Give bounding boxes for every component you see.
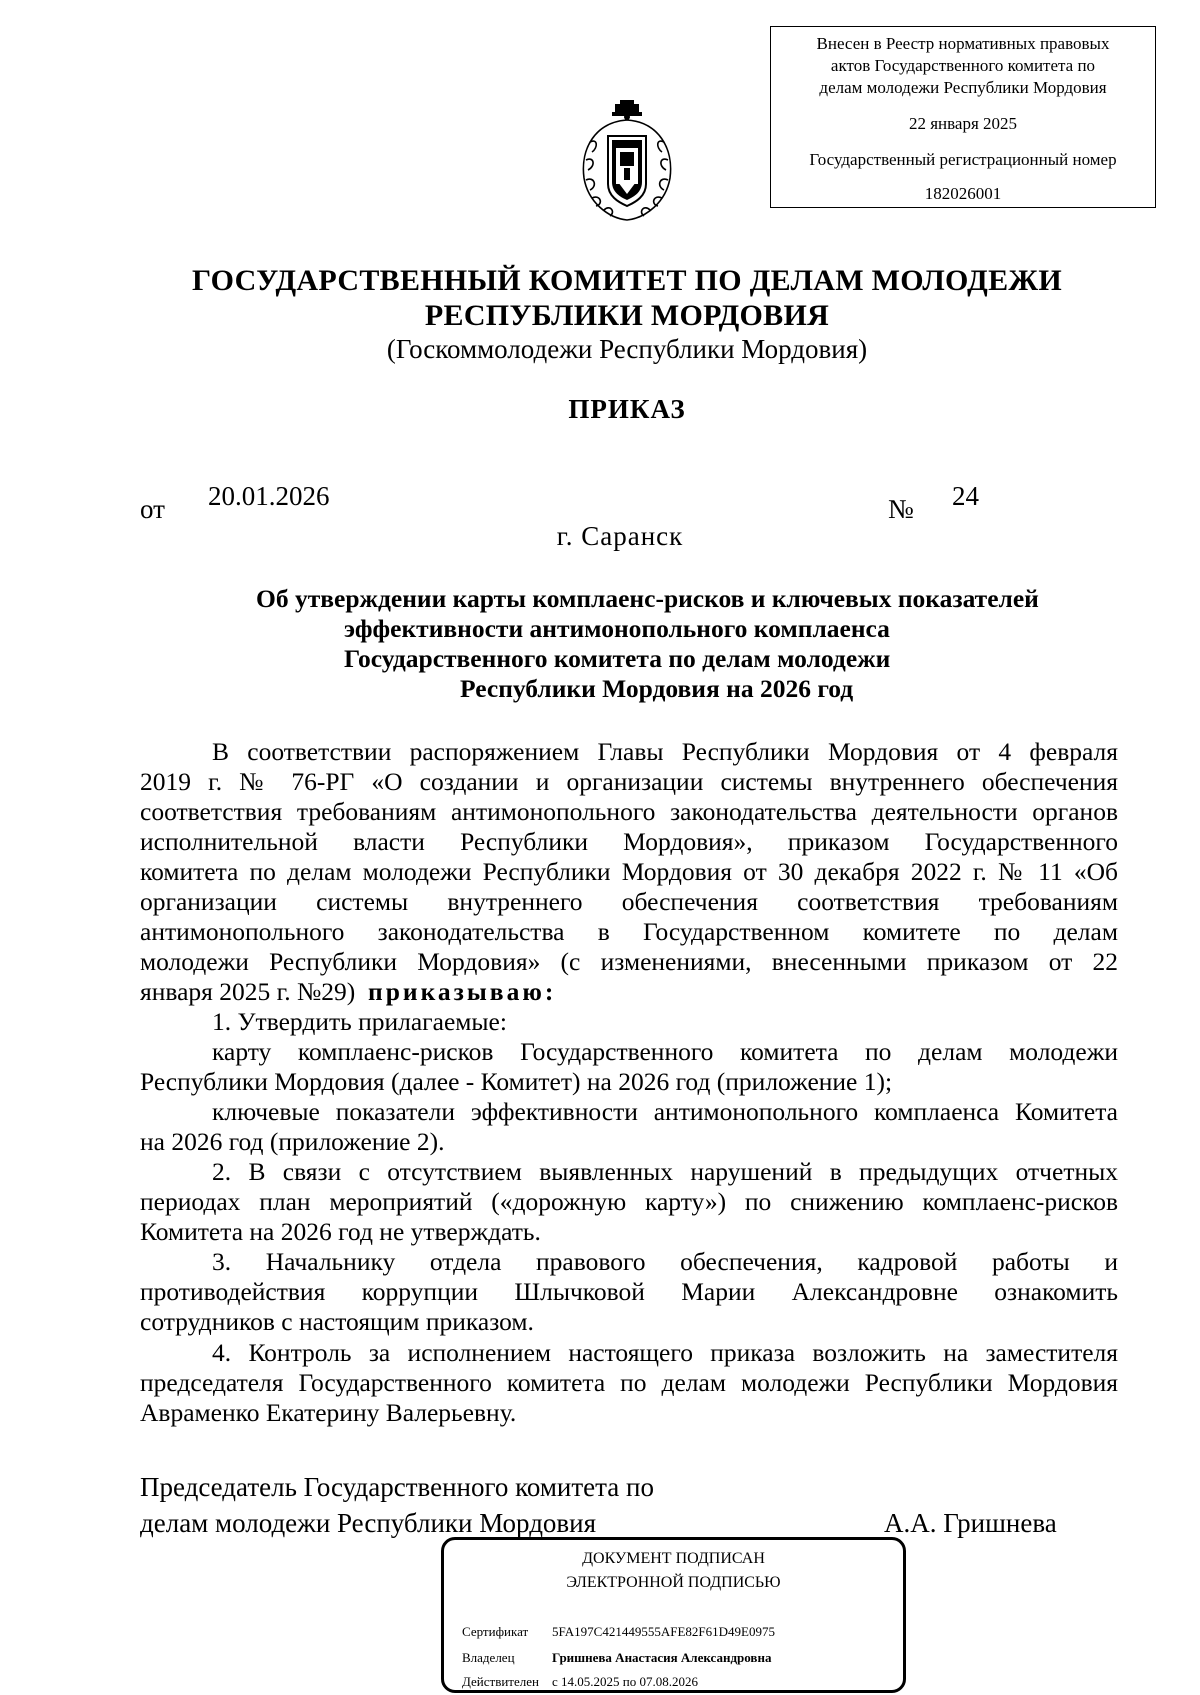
subject-line-1: Об утверждении карты комплаенс-рисков и ключевых показателей [256, 584, 1039, 613]
registry-date: 22 января 2025 [908, 114, 1018, 133]
body-line: периодах план мероприятий («дорожную карту») по снижению комплаенс-рисков [140, 1187, 1118, 1216]
organization-short-name: (Госкоммолодежи Республики Мордовия) [386, 334, 868, 364]
registry-stamp [770, 26, 1156, 208]
organization-name-line-1: ГОСУДАРСТВЕННЫЙ КОМИТЕТ ПО ДЕЛАМ МОЛОДЕЖИ [191, 264, 1063, 297]
stamp-title-2: ЭЛЕКТРОННОЙ ПОДПИСЬЮ [566, 1574, 781, 1591]
item-2: 2. В связи с отсутствием выявленных нарушений в предыдущих отчетных [212, 1157, 1118, 1186]
registry-number-label: Государственный регистрационный номер [809, 150, 1117, 169]
body-line: 2019 г. № 76-РГ «О создании и организации системы внутреннего обеспечения [140, 767, 1118, 796]
signer-position-line-2: делам молодежи Республики Мордовия [140, 1508, 597, 1538]
body-line: соответствия требованиям антимонопольного законодательства деятельности органов [140, 797, 1118, 826]
body-line: Авраменко Екатерину Валерьевну. [140, 1398, 517, 1427]
body-line: молодежи Республики Мордовия» (с изменениями, внесенными приказом от 22 [140, 947, 1118, 976]
owner-value: Гришнева Анастасия Александровна [552, 1650, 772, 1665]
body-line: карту комплаенс-рисков Государственного комитета по делам молодежи [212, 1037, 1118, 1066]
body-line: Комитета на 2026 год не утверждать. [140, 1217, 541, 1246]
electronic-signature-stamp [441, 1537, 906, 1693]
signer-name: А.А. Гришнева [884, 1508, 1057, 1538]
body-line: сотрудников с настоящим приказом. [140, 1307, 534, 1336]
body-line: комитета по делам молодежи Республики Мордовия от 30 декабря 2022 г. № 11 «Об [140, 857, 1118, 886]
registry-number: 182026001 [924, 184, 1002, 203]
body-line: председателя Государственного комитета по делам молодежи Республики Мордовия [140, 1368, 1118, 1397]
validity-value: с 14.05.2025 по 07.08.2026 [552, 1674, 698, 1689]
body-line: противодействия коррупции Шлычковой Марии Александровне ознакомить [140, 1277, 1118, 1306]
coat-of-arms-icon [568, 98, 686, 226]
signer-position-line-1: Председатель Государственного комитета по [140, 1472, 654, 1502]
body-line-text: января 2025 г. №29) [140, 977, 356, 1006]
item-1: 1. Утвердить прилагаемые: [212, 1007, 507, 1036]
body-line: антимонопольного законодательства в Государственном комитете по делам [140, 917, 1118, 946]
body-line [140, 977, 1118, 1007]
item-3: 3. Начальнику отдела правового обеспечения, кадровой работы и [212, 1247, 1118, 1276]
body-line: Республики Мордовия (далее - Комитет) на 2026 год (приложение 1); [140, 1067, 893, 1096]
document-type: ПРИКАЗ [568, 394, 686, 424]
number-label: № [888, 494, 914, 524]
certificate-label: Сертификат [462, 1624, 529, 1639]
body-line: организации системы внутреннего обеспечения соответствия требованиям [140, 887, 1118, 916]
document-city: г. Саранск [556, 521, 684, 551]
body-line: В соответствии распоряжением Главы Республики Мордовия от 4 февраля [212, 737, 1118, 766]
order-word: приказываю: [368, 977, 557, 1006]
body-line: на 2026 год (приложение 2). [140, 1127, 445, 1156]
owner-label: Владелец [462, 1650, 515, 1665]
organization-name-line-2: РЕСПУБЛИКИ МОРДОВИЯ [424, 299, 830, 332]
body-line: ключевые показатели эффективности антимонопольного комплаенса Комитета [212, 1097, 1118, 1126]
registry-line-2: актов Государственного комитета по [830, 56, 1096, 75]
body-line: исполнительной власти Республики Мордовия», приказом Государственного [140, 827, 1118, 856]
document-date: 20.01.2026 [208, 481, 330, 511]
subject-line-3: Государственного комитета по делам молодежи [344, 644, 891, 673]
registry-line-1: Внесен в Реестр нормативных правовых [816, 34, 1110, 53]
document-number: 24 [952, 481, 979, 511]
stamp-title-1: ДОКУМЕНТ ПОДПИСАН [582, 1550, 765, 1567]
subject-line-4: Республики Мордовия на 2026 год [460, 674, 854, 703]
item-4: 4. Контроль за исполнением настоящего приказа возложить на заместителя [212, 1338, 1118, 1367]
certificate-value: 5FA197C421449555AFE82F61D49E0975 [552, 1624, 775, 1639]
stamp-owner [462, 1650, 771, 1666]
stamp-validity [462, 1674, 698, 1690]
date-label: от [140, 494, 165, 524]
subject-line-2: эффективности антимонопольного комплаенса [344, 614, 890, 643]
stamp-certificate [462, 1624, 775, 1640]
registry-line-3: делам молодежи Республики Мордовия [819, 78, 1107, 97]
validity-label: Действителен [462, 1674, 539, 1689]
